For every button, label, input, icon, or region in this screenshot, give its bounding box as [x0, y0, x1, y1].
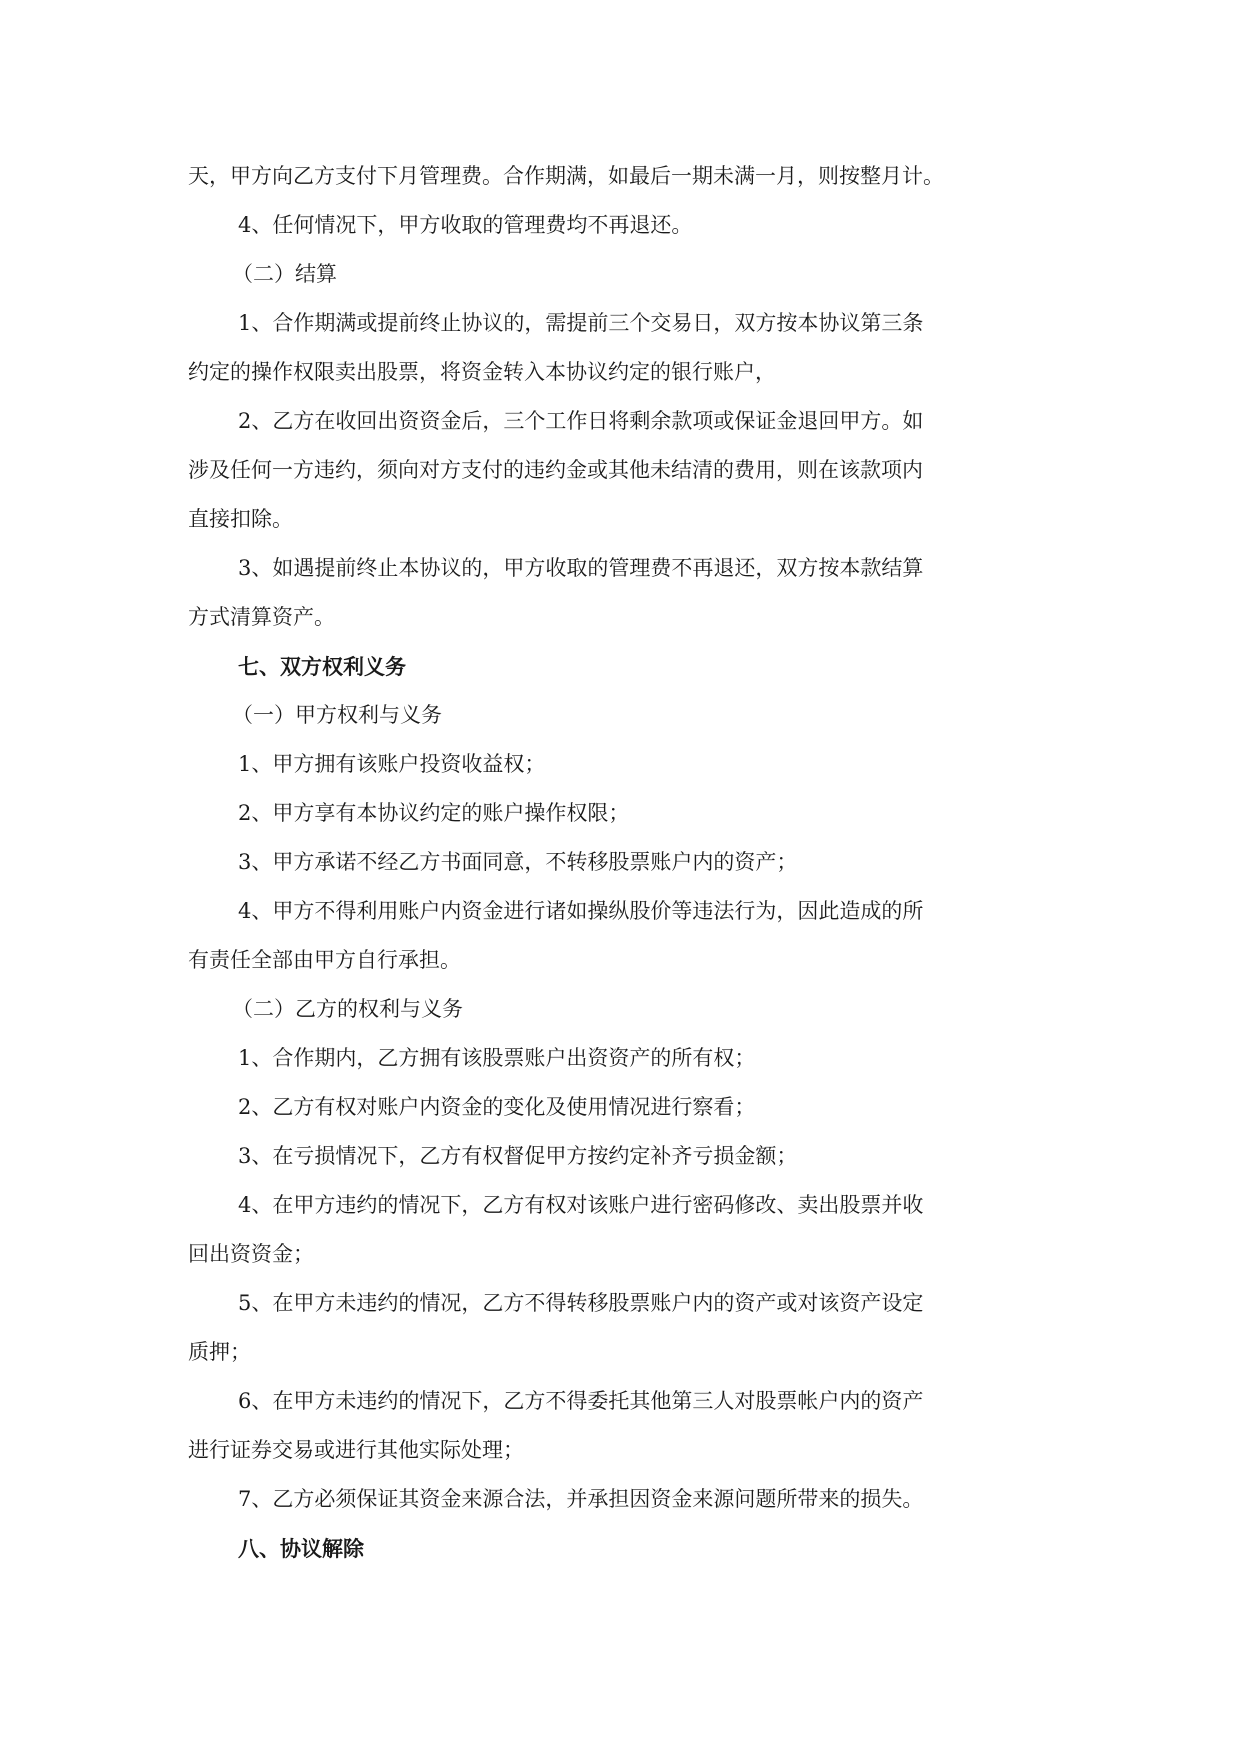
document-body	[188, 152, 1056, 1573]
paragraph-line: 约定的操作权限卖出股票，将资金转入本协议约定的银行账户，	[188, 360, 776, 384]
subsection-heading: （一）甲方权利与义务	[232, 703, 442, 727]
paragraph-line: 1、合作期满或提前终止协议的，需提前三个交易日，双方按本协议第三条	[238, 311, 924, 335]
paragraph-line: 3、如遇提前终止本协议的，甲方收取的管理费不再退还，双方按本款结算	[238, 556, 924, 580]
paragraph-line: 1、合作期内，乙方拥有该股票账户出资资产的所有权；	[238, 1046, 756, 1070]
paragraph-line: 天，甲方向乙方支付下月管理费。合作期满，如最后一期未满一月，则按整月计。	[188, 164, 944, 188]
paragraph-line: 2、甲方享有本协议约定的账户操作权限；	[238, 801, 630, 825]
paragraph-line: 7、乙方必须保证其资金来源合法，并承担因资金来源问题所带来的损失。	[238, 1487, 924, 1511]
paragraph-line: 4、任何情况下，甲方收取的管理费均不再退还。	[238, 213, 693, 237]
paragraph-line: 涉及任何一方违约，须向对方支付的违约金或其他未结清的费用，则在该款项内	[188, 458, 923, 482]
paragraph-line: 2、乙方在收回出资资金后，三个工作日将剩余款项或保证金退回甲方。如	[238, 409, 924, 433]
paragraph-line: 6、在甲方未违约的情况下，乙方不得委托其他第三人对股票帐户内的资产	[238, 1389, 924, 1413]
paragraph-line: 4、在甲方违约的情况下，乙方有权对该账户进行密码修改、卖出股票并收	[238, 1193, 924, 1217]
subsection-heading: （二）结算	[232, 262, 337, 286]
paragraph-line: 有责任全部由甲方自行承担。	[188, 948, 461, 972]
paragraph-line: 直接扣除。	[188, 507, 293, 531]
paragraph-line: 进行证券交易或进行其他实际处理；	[188, 1438, 524, 1462]
paragraph-line: 3、甲方承诺不经乙方书面同意，不转移股票账户内的资产；	[238, 850, 798, 874]
paragraph-line: 质押；	[188, 1340, 251, 1364]
paragraph-line: 5、在甲方未违约的情况，乙方不得转移股票账户内的资产或对该资产设定	[238, 1291, 924, 1315]
section-heading: 七、双方权利义务	[238, 654, 406, 679]
paragraph-line: 1、甲方拥有该账户投资收益权；	[238, 752, 546, 776]
paragraph-line: 4、甲方不得利用账户内资金进行诸如操纵股价等违法行为，因此造成的所	[238, 899, 924, 923]
paragraph-line: 3、在亏损情况下，乙方有权督促甲方按约定补齐亏损金额；	[238, 1144, 798, 1168]
subsection-heading: （二）乙方的权利与义务	[232, 997, 463, 1021]
paragraph-line: 2、乙方有权对账户内资金的变化及使用情况进行察看；	[238, 1095, 756, 1119]
paragraph-line: 回出资资金；	[188, 1242, 314, 1266]
paragraph-line: 方式清算资产。	[188, 605, 335, 629]
section-heading: 八、协议解除	[238, 1536, 364, 1561]
